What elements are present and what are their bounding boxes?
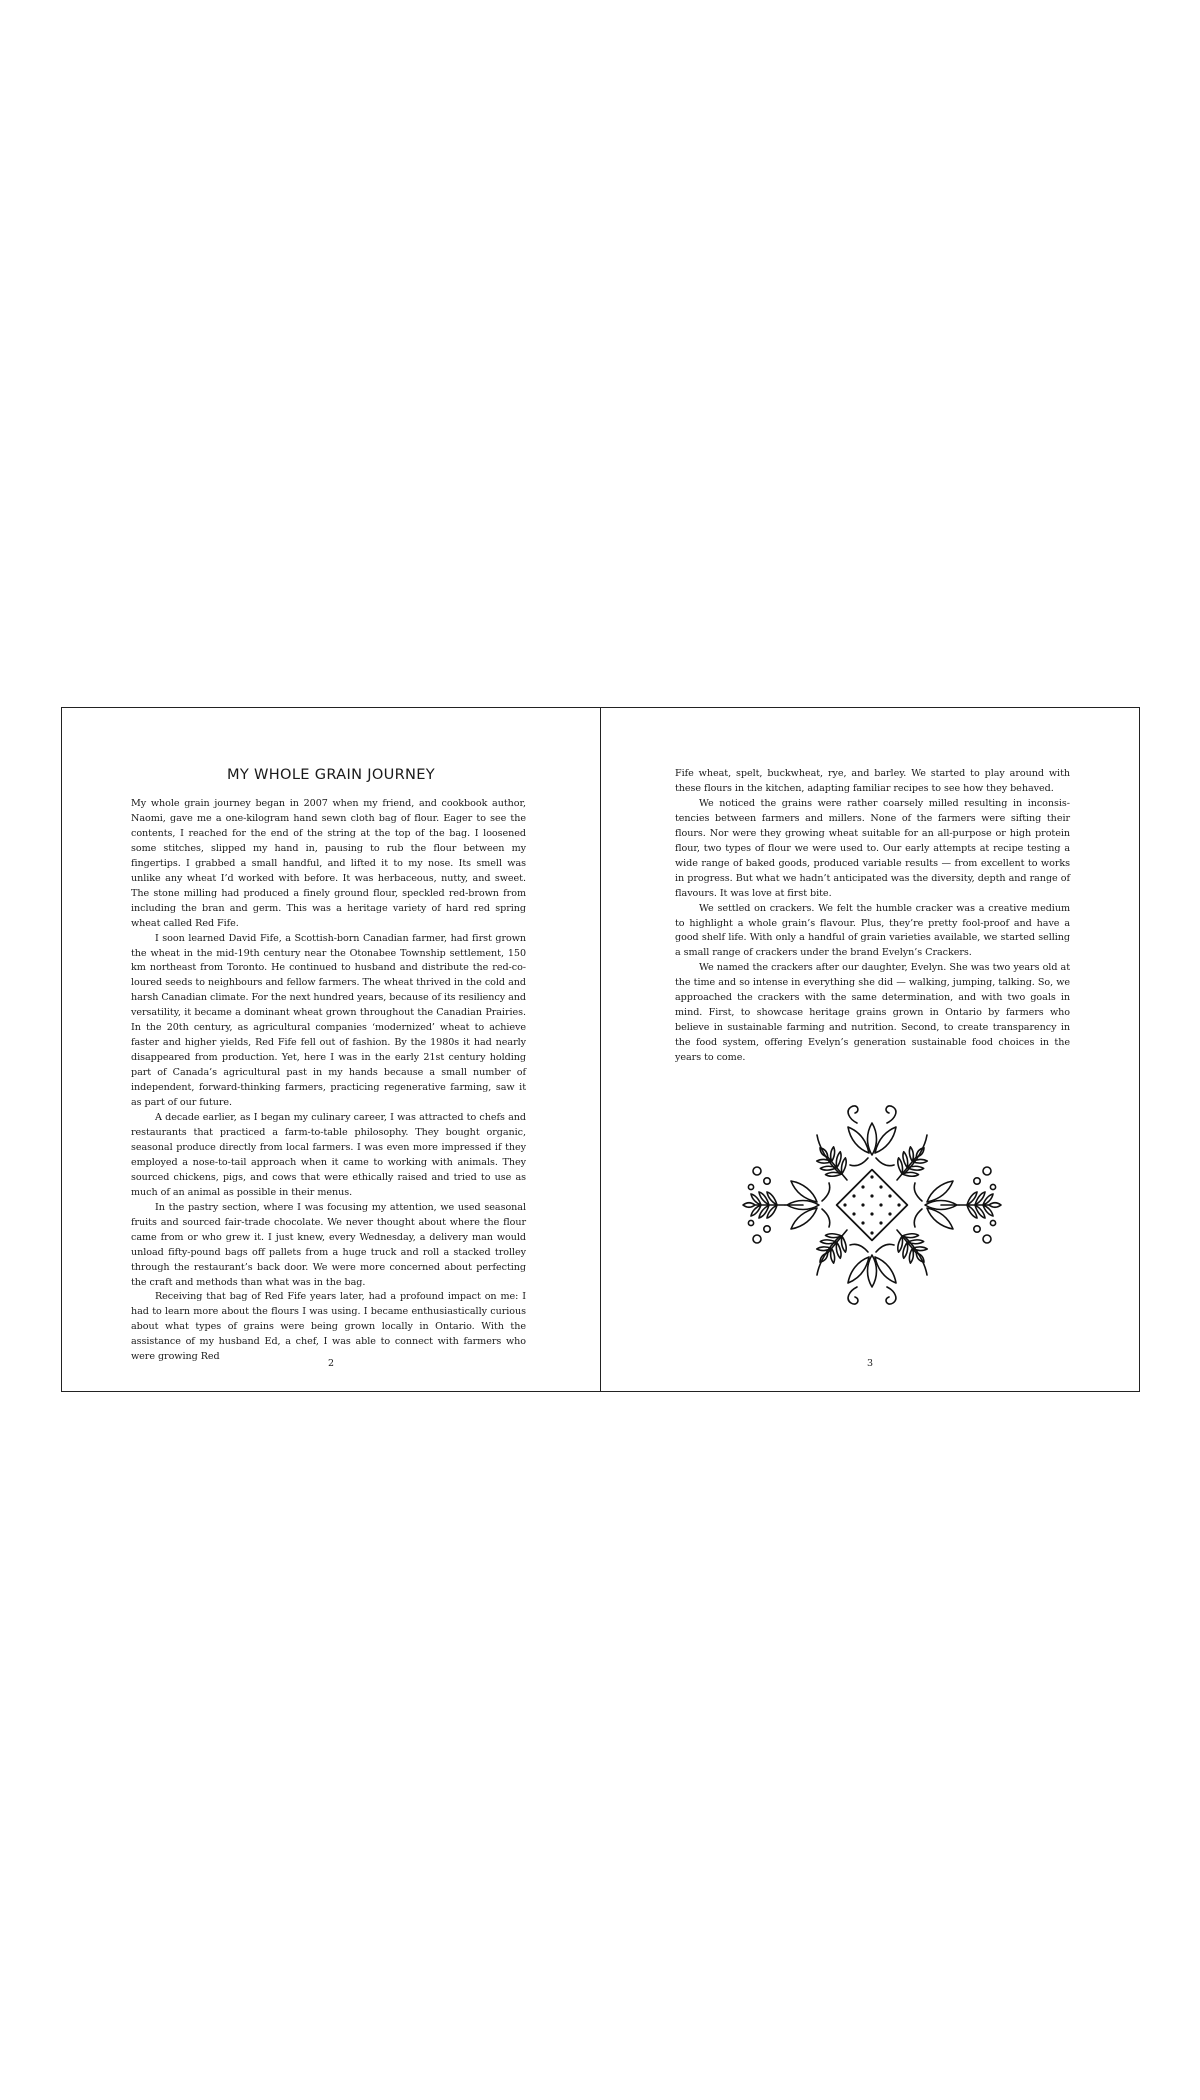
page-number-right: 3 (866, 1358, 874, 1369)
paragraph: In the pastry section, where I was focusing my attention, we used seasonal fruits and sourced fair-trade chocolate. We never thought about where the flour came from or who grew it. I just knew, every Wednesday, a delivery man would unload fifty-pound bags off pallets from a huge truck and roll a stacked trolley through the restaurant’s back door. We were more concerned about perfecting the craft and methods than what was in the bag. (131, 1201, 526, 1288)
page-number-left: 2 (327, 1358, 335, 1369)
left-page (62, 708, 601, 1391)
right-page (601, 708, 1139, 1391)
left-body-text (131, 797, 526, 1365)
chapter-title: MY WHOLE GRAIN JOURNEY (227, 766, 435, 783)
right-body-text (675, 767, 1070, 1066)
paragraph: My whole grain journey began in 2007 when my friend, and cookbook author, Naomi, gave me a one-kilogram hand sewn cloth bag of flour. Eager to see the contents, I reached for the end of the string at the top of the bag. I loosened some stitches, slipped my hand in, pausing to rub the flour between my fingertips. I grabbed a small handful, and lifted it to my nose. Its smell was unlike any wheat I’d worked with before. It was herbaceous, nutty, and sweet. The stone milling had produced a finely ground flour, speckled red-brown from including the bran and germ. This was a heritage variety of hard red spring wheat called Red Fife. (131, 798, 526, 929)
paragraph: Receiving that bag of Red Fife years later, had a profound impact on me: I had to learn more about the flours I was using. I became enthusiastically curious about what types of grains were being grown locally in Ontario. With the assistance of my husband Ed, a chef, I was able to connect with farmers who were growing Red (131, 1291, 526, 1363)
paragraph: I soon learned David Fife, a Scottish-born Canadian farmer, had first grown the wheat in the mid-19th century near the Otonabee Township settlement, 150 km northeast from Toronto. He continued to husband and distribute the red-co-loured seeds to neighbours and fellow farmers. The wheat thrived in the cold and harsh Canadian climate. For the next hundred years, because of its resiliency and versatility, it became a dominant wheat grown throughout the Canadian Prairies. In the 20th century, as agricultural companies ‘modernized’ wheat to achieve faster and higher yields, Red Fife fell out of fashion. By the 1980s it had nearly disappeared from production. Yet, here I was in the early 21st century holding part of Canada’s agricultural past in my hands because a small number of independent, forward-thinking farmers, practicing regenerative farming, saw it as part of our future. (131, 932, 526, 1109)
paragraph: A decade earlier, as I began my culinary career, I was attracted to chefs and restaurants that practiced a farm-to-table philosophy. They bought organic, seasonal produce directly from local farmers. I was even more impressed if they employed a nose-to-tail approach when it came to working with animals. They sourced chickens, pigs, and cows that were ethically raised and tried to use as much of an animal as possible in their menus. (131, 1112, 526, 1198)
paragraph: Fife wheat, spelt, buckwheat, rye, and barley. We started to play around with these flours in the kitchen, adapting familiar recipes to see how they behaved. (675, 768, 1070, 794)
wheat-cracker-ornament-icon (707, 1095, 1037, 1315)
paragraph: We noticed the grains were rather coarsely milled resulting in inconsis-tencies between farmers and millers. None of the farmers were sifting their flours. Nor were they growing wheat suitable for an all-purpose or high protein flour, two types of flour we were used to. Our early attempts at recipe testing a wide range of baked goods, produced variable results — from excellent to works in progress. But what we hadn’t anticipated was the diversity, depth and range of flavours. It was love at first bite. (675, 797, 1070, 899)
book-spread (61, 707, 1140, 1392)
paragraph: We settled on crackers. We felt the humble cracker was a creative medium to highlight a whole grain’s flavour. Plus, they’re pretty fool-proof and have a good shelf life. With only a handful of grain varieties available, we started selling a small range of crackers under the brand Evelyn’s Crackers. (675, 902, 1070, 959)
paragraph: We named the crackers after our daughter, Evelyn. She was two years old at the time and so intense in everything she did — walking, jumping, talking. So, we approached the crackers with the same determination, and with two goals in mind. First, to showcase heritage grains grown in Ontario by farmers who believe in sustainable farming and nutrition. Second, to create transparency in the food system, offering Evelyn’s generation sustainable food choices in the years to come. (675, 962, 1070, 1064)
